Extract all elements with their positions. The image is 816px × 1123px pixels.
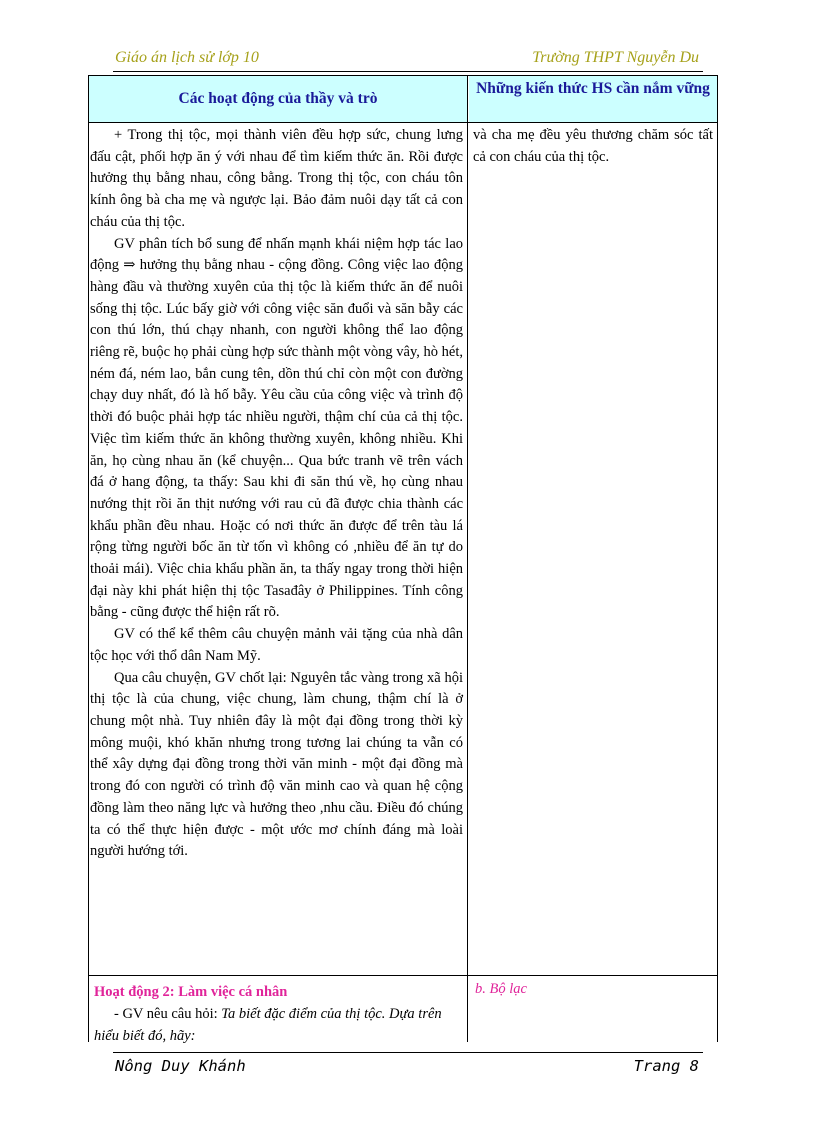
activities-paragraph: GV phân tích bổ sung để nhấn mạnh khái niệm hợp tác lao động ⇒ hưởng thụ bằng nhau - cộng đồng. Công việc lao động hàng đầu và thường xuyên của thị tộc là kiếm thức ăn để nuôi sống thị tộc. Lúc bấy giờ với công việc săn đuổi và săn bẫy các con thú lớn, thú chạy nhanh, con người không thể lao động riêng rẽ, buộc họ phải cùng hợp sức thành một vòng vây, hò hét, ném đá, ném lao, bắn cung tên, dồn thú chỉ còn một con đường chạy duy nhất, đó là hố bẫy. Yêu cầu của công việc và trình độ thời đó buộc phải hợp tác nhiều người, thậm chí của cả thị tộc. Việc tìm kiếm thức ăn không thường xuyên, không nhiều. Khi ăn, họ cùng nhau ăn (kể chuyện... Qua bức tranh vẽ trên vách đá ở hang động, ta thấy: Sau khi đi săn thú về, họ cùng nhau nướng thịt rồi ăn thịt nướng với rau củ đã được chia thành các khẩu phần đều nhau. Hoặc có nơi thức ăn được để trên tàu lá rộng từng người bốc ăn từ tốn vì không có ,nhiều để ăn tự do thoải mái). Việc chia khẩu phần ăn, ta thấy ngay trong thời hiện đại này khi phát hiện thị tộc Tasađây ở Philippines. Tính công bằng - cũng được thể hiện rất rõ. — [90, 235, 463, 621]
footer-page-number: Trang 8 — [633, 1057, 699, 1075]
activities-paragraph: + Trong thị tộc, mọi thành viên đều hợp sức, chung lưng đấu cật, phối hợp ăn ý với nhau để tìm kiếm thức ăn. Rồi được hưởng thụ bằng nhau, công bằng. Trong thị tộc, con cháu tôn kính ông bà cha mẹ và ngược lại. Bảo đảm nuôi dạy tất cả con cháu của thị tộc. — [90, 127, 463, 230]
activity-title: Hoạt động 2: Làm việc cá nhân — [94, 984, 288, 1000]
activity-question-prefix: - GV nêu câu hỏi: — [114, 1006, 222, 1022]
column-header-knowledge: Những kiến thức HS cần nắm vững — [469, 76, 717, 122]
knowledge-text: và cha mẹ đều yêu thương chăm sóc tất cả con cháu của thị tộc. — [473, 127, 713, 165]
table-border-right — [717, 75, 718, 1042]
activity-question-body: Ta biết đặc điểm của thị tộc. Dựa trên hiểu biết đó, hãy: — [94, 1006, 442, 1044]
header-school: Trường THPT Nguyễn Du — [532, 49, 699, 66]
page-header — [113, 47, 703, 72]
section-label: b. Bộ lạc — [475, 981, 527, 997]
column-header-activities: Các hoạt động của thầy và trò — [89, 76, 467, 122]
table-column-divider — [467, 75, 468, 1042]
activity-2-block — [94, 981, 464, 1047]
activity-question — [94, 1003, 464, 1047]
table-row-divider — [88, 975, 718, 976]
page-footer — [113, 1052, 703, 1075]
table-header-divider — [88, 122, 718, 123]
table-border-left — [88, 75, 89, 1042]
lesson-table — [88, 75, 718, 1042]
footer-author: Nông Duy Khánh — [115, 1057, 246, 1075]
activities-paragraph: Qua câu chuyện, GV chốt lại: Nguyên tắc vàng trong xã hội thị tộc là của chung, việc chung, làm chung, thậm chí là ở chung một nhà. Tuy nhiên đây là một đại đồng trong thời kỳ mông muội, khó khăn nhưng trong tương lai chúng ta vẫn có thể xây dựng đại đồng trong thời văn minh - một đại đồng mà trong đó con người có trình độ văn minh cao và quan hệ cộng đồng làm theo năng lực và hưởng theo ,nhu cầu. Điều đó chúng ta có thể thực hiện được - một ước mơ chính đáng mà loài người hướng tới. — [90, 669, 463, 860]
header-subject: Giáo án lịch sử lớp 10 — [115, 49, 259, 66]
activities-text — [90, 125, 463, 863]
activities-paragraph: GV có thể kể thêm câu chuyện mảnh vải tặng của nhà dân tộc học với thổ dân Nam Mỹ. — [90, 626, 463, 664]
